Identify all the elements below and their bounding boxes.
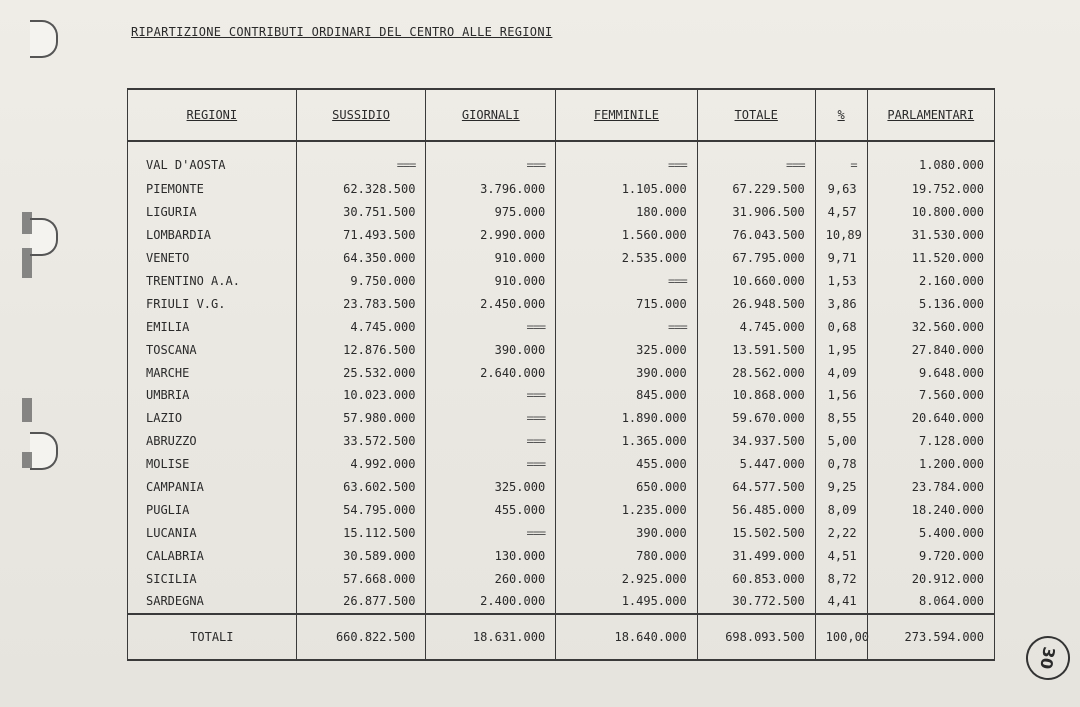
cell-sussidio: 9.750.000: [296, 270, 426, 293]
cell-femminile: 1.560.000: [556, 224, 698, 247]
cell-totale: 60.853.000: [697, 567, 815, 590]
cell-sussidio: 62.328.500: [296, 178, 426, 201]
cell-sussidio: 71.493.500: [296, 224, 426, 247]
cell-sussidio: 26.877.500: [296, 590, 426, 614]
table-row: [128, 544, 995, 567]
cell-totale: 76.043.500: [697, 224, 815, 247]
cell-percent: 1,53: [815, 270, 867, 293]
binder-clip: [22, 398, 32, 422]
cell-region: PUGLIA: [128, 498, 297, 521]
cell-giornali: ===: [426, 430, 556, 453]
cell-giornali: 2.990.000: [426, 224, 556, 247]
cell-femminile: 455.000: [556, 453, 698, 476]
cell-parlamentari: 9.720.000: [867, 544, 994, 567]
cell-region: ABRUZZO: [128, 430, 297, 453]
header-row: [128, 89, 995, 141]
cell-percent: 2,22: [815, 521, 867, 544]
cell-parlamentari: 19.752.000: [867, 178, 994, 201]
table-row: [128, 338, 995, 361]
cell-femminile: 1.890.000: [556, 407, 698, 430]
cell-parlamentari: 20.912.000: [867, 567, 994, 590]
cell-percent: 4,09: [815, 361, 867, 384]
cell-parlamentari: 7.128.000: [867, 430, 994, 453]
header-femminile: FEMMINILE: [556, 89, 698, 141]
cell-parlamentari: 8.064.000: [867, 590, 994, 614]
cell-femminile: 180.000: [556, 201, 698, 224]
cell-parlamentari: 1.080.000: [867, 141, 994, 178]
table-row: [128, 498, 995, 521]
cell-sussidio: 63.602.500: [296, 476, 426, 499]
table-row: [128, 361, 995, 384]
cell-giornali: 325.000: [426, 476, 556, 499]
cell-parlamentari: 32.560.000: [867, 315, 994, 338]
cell-giornali: ===: [426, 453, 556, 476]
cell-giornali: ===: [426, 407, 556, 430]
cell-percent: 10,89: [815, 224, 867, 247]
cell-parlamentari: 10.800.000: [867, 201, 994, 224]
cell-region: LAZIO: [128, 407, 297, 430]
total-totale: 698.093.500: [697, 614, 815, 660]
table-body: [128, 141, 995, 614]
binder-clip: [22, 452, 32, 468]
cell-region: PIEMONTE: [128, 178, 297, 201]
cell-femminile: 1.105.000: [556, 178, 698, 201]
cell-femminile: 1.495.000: [556, 590, 698, 614]
document-title: RIPARTIZIONE CONTRIBUTI ORDINARI DEL CENTRO ALLE REGIONI: [131, 25, 553, 39]
cell-totale: 56.485.000: [697, 498, 815, 521]
cell-femminile: 390.000: [556, 361, 698, 384]
cell-giornali: 2.400.000: [426, 590, 556, 614]
header-totale: TOTALE: [697, 89, 815, 141]
cell-femminile: ===: [556, 141, 698, 178]
table-row: [128, 407, 995, 430]
binder-clip: [22, 248, 32, 278]
cell-giornali: 260.000: [426, 567, 556, 590]
cell-giornali: 910.000: [426, 270, 556, 293]
cell-region: SARDEGNA: [128, 590, 297, 614]
cell-sussidio: 23.783.500: [296, 292, 426, 315]
cell-giornali: 975.000: [426, 201, 556, 224]
cell-giornali: ===: [426, 521, 556, 544]
total-parlamentari: 273.594.000: [867, 614, 994, 660]
cell-region: VENETO: [128, 247, 297, 270]
cell-percent: 1,56: [815, 384, 867, 407]
table-row: [128, 476, 995, 499]
table-row: [128, 270, 995, 293]
cell-region: CALABRIA: [128, 544, 297, 567]
cell-giornali: ===: [426, 384, 556, 407]
table-row: [128, 567, 995, 590]
cell-giornali: 390.000: [426, 338, 556, 361]
cell-parlamentari: 1.200.000: [867, 453, 994, 476]
header-percent: %: [815, 89, 867, 141]
cell-giornali: 455.000: [426, 498, 556, 521]
total-femminile: 18.640.000: [556, 614, 698, 660]
table-row: [128, 430, 995, 453]
cell-region: LOMBARDIA: [128, 224, 297, 247]
cell-region: MOLISE: [128, 453, 297, 476]
cell-sussidio: ===: [296, 141, 426, 178]
contributions-table: [127, 88, 995, 661]
cell-region: TOSCANA: [128, 338, 297, 361]
cell-giornali: ===: [426, 315, 556, 338]
page-number: 30: [1023, 633, 1074, 684]
cell-sussidio: 25.532.000: [296, 361, 426, 384]
cell-parlamentari: 31.530.000: [867, 224, 994, 247]
cell-totale: 34.937.500: [697, 430, 815, 453]
cell-giornali: 910.000: [426, 247, 556, 270]
cell-totale: 5.447.000: [697, 453, 815, 476]
header-parlamentari: PARLAMENTARI: [867, 89, 994, 141]
cell-totale: 26.948.500: [697, 292, 815, 315]
cell-totale: 15.502.500: [697, 521, 815, 544]
cell-femminile: 1.365.000: [556, 430, 698, 453]
cell-percent: 3,86: [815, 292, 867, 315]
cell-region: CAMPANIA: [128, 476, 297, 499]
punch-hole: [30, 432, 58, 470]
table-row: [128, 141, 995, 178]
cell-percent: 8,72: [815, 567, 867, 590]
cell-region: SICILIA: [128, 567, 297, 590]
cell-percent: 8,55: [815, 407, 867, 430]
table-row: [128, 521, 995, 544]
cell-sussidio: 54.795.000: [296, 498, 426, 521]
cell-parlamentari: 11.520.000: [867, 247, 994, 270]
cell-totale: ===: [697, 141, 815, 178]
cell-parlamentari: 20.640.000: [867, 407, 994, 430]
cell-sussidio: 4.992.000: [296, 453, 426, 476]
cell-percent: 0,68: [815, 315, 867, 338]
cell-parlamentari: 5.400.000: [867, 521, 994, 544]
cell-percent: =: [815, 141, 867, 178]
cell-sussidio: 64.350.000: [296, 247, 426, 270]
cell-giornali: 2.640.000: [426, 361, 556, 384]
cell-sussidio: 30.751.500: [296, 201, 426, 224]
cell-parlamentari: 7.560.000: [867, 384, 994, 407]
cell-giornali: ===: [426, 141, 556, 178]
cell-parlamentari: 23.784.000: [867, 476, 994, 499]
cell-percent: 4,51: [815, 544, 867, 567]
cell-percent: 5,00: [815, 430, 867, 453]
cell-femminile: 650.000: [556, 476, 698, 499]
cell-totale: 31.499.000: [697, 544, 815, 567]
header-regioni: REGIONI: [128, 89, 297, 141]
cell-region: MARCHE: [128, 361, 297, 384]
table-row: [128, 201, 995, 224]
cell-region: LIGURIA: [128, 201, 297, 224]
cell-totale: 64.577.500: [697, 476, 815, 499]
cell-parlamentari: 2.160.000: [867, 270, 994, 293]
header-giornali: GIORNALI: [426, 89, 556, 141]
cell-region: LUCANIA: [128, 521, 297, 544]
cell-percent: 8,09: [815, 498, 867, 521]
cell-percent: 9,25: [815, 476, 867, 499]
cell-totale: 10.868.000: [697, 384, 815, 407]
cell-giornali: 130.000: [426, 544, 556, 567]
cell-region: UMBRIA: [128, 384, 297, 407]
total-sussidio: 660.822.500: [296, 614, 426, 660]
cell-totale: 67.795.000: [697, 247, 815, 270]
table-row: [128, 453, 995, 476]
cell-femminile: 1.235.000: [556, 498, 698, 521]
cell-femminile: 780.000: [556, 544, 698, 567]
total-percent: 100,00: [815, 614, 867, 660]
cell-totale: 67.229.500: [697, 178, 815, 201]
cell-sussidio: 30.589.000: [296, 544, 426, 567]
cell-sussidio: 15.112.500: [296, 521, 426, 544]
table-row: [128, 315, 995, 338]
cell-sussidio: 10.023.000: [296, 384, 426, 407]
table-row: [128, 178, 995, 201]
cell-region: FRIULI V.G.: [128, 292, 297, 315]
cell-sussidio: 4.745.000: [296, 315, 426, 338]
cell-giornali: 2.450.000: [426, 292, 556, 315]
cell-sussidio: 57.668.000: [296, 567, 426, 590]
cell-percent: 4,57: [815, 201, 867, 224]
cell-parlamentari: 27.840.000: [867, 338, 994, 361]
total-giornali: 18.631.000: [426, 614, 556, 660]
cell-parlamentari: 5.136.000: [867, 292, 994, 315]
table-row: [128, 590, 995, 614]
cell-femminile: 325.000: [556, 338, 698, 361]
cell-percent: 4,41: [815, 590, 867, 614]
cell-femminile: 390.000: [556, 521, 698, 544]
cell-femminile: ===: [556, 270, 698, 293]
totals-label: TOTALI: [128, 614, 297, 660]
cell-totale: 4.745.000: [697, 315, 815, 338]
punch-hole: [30, 218, 58, 256]
cell-femminile: 715.000: [556, 292, 698, 315]
cell-femminile: 845.000: [556, 384, 698, 407]
binder-clip: [22, 212, 32, 234]
cell-region: EMILIA: [128, 315, 297, 338]
cell-femminile: 2.925.000: [556, 567, 698, 590]
cell-parlamentari: 9.648.000: [867, 361, 994, 384]
table-row: [128, 292, 995, 315]
cell-femminile: 2.535.000: [556, 247, 698, 270]
punch-hole: [30, 20, 58, 58]
totals-row: [128, 614, 995, 660]
cell-totale: 59.670.000: [697, 407, 815, 430]
cell-totale: 31.906.500: [697, 201, 815, 224]
cell-giornali: 3.796.000: [426, 178, 556, 201]
table-row: [128, 384, 995, 407]
cell-parlamentari: 18.240.000: [867, 498, 994, 521]
cell-region: VAL D'AOSTA: [128, 141, 297, 178]
cell-percent: 1,95: [815, 338, 867, 361]
cell-region: TRENTINO A.A.: [128, 270, 297, 293]
cell-totale: 28.562.000: [697, 361, 815, 384]
cell-totale: 30.772.500: [697, 590, 815, 614]
cell-totale: 10.660.000: [697, 270, 815, 293]
table-row: [128, 224, 995, 247]
table-row: [128, 247, 995, 270]
cell-percent: 9,71: [815, 247, 867, 270]
cell-sussidio: 33.572.500: [296, 430, 426, 453]
cell-sussidio: 12.876.500: [296, 338, 426, 361]
cell-percent: 0,78: [815, 453, 867, 476]
cell-sussidio: 57.980.000: [296, 407, 426, 430]
cell-femminile: ===: [556, 315, 698, 338]
header-sussidio: SUSSIDIO: [296, 89, 426, 141]
cell-totale: 13.591.500: [697, 338, 815, 361]
cell-percent: 9,63: [815, 178, 867, 201]
